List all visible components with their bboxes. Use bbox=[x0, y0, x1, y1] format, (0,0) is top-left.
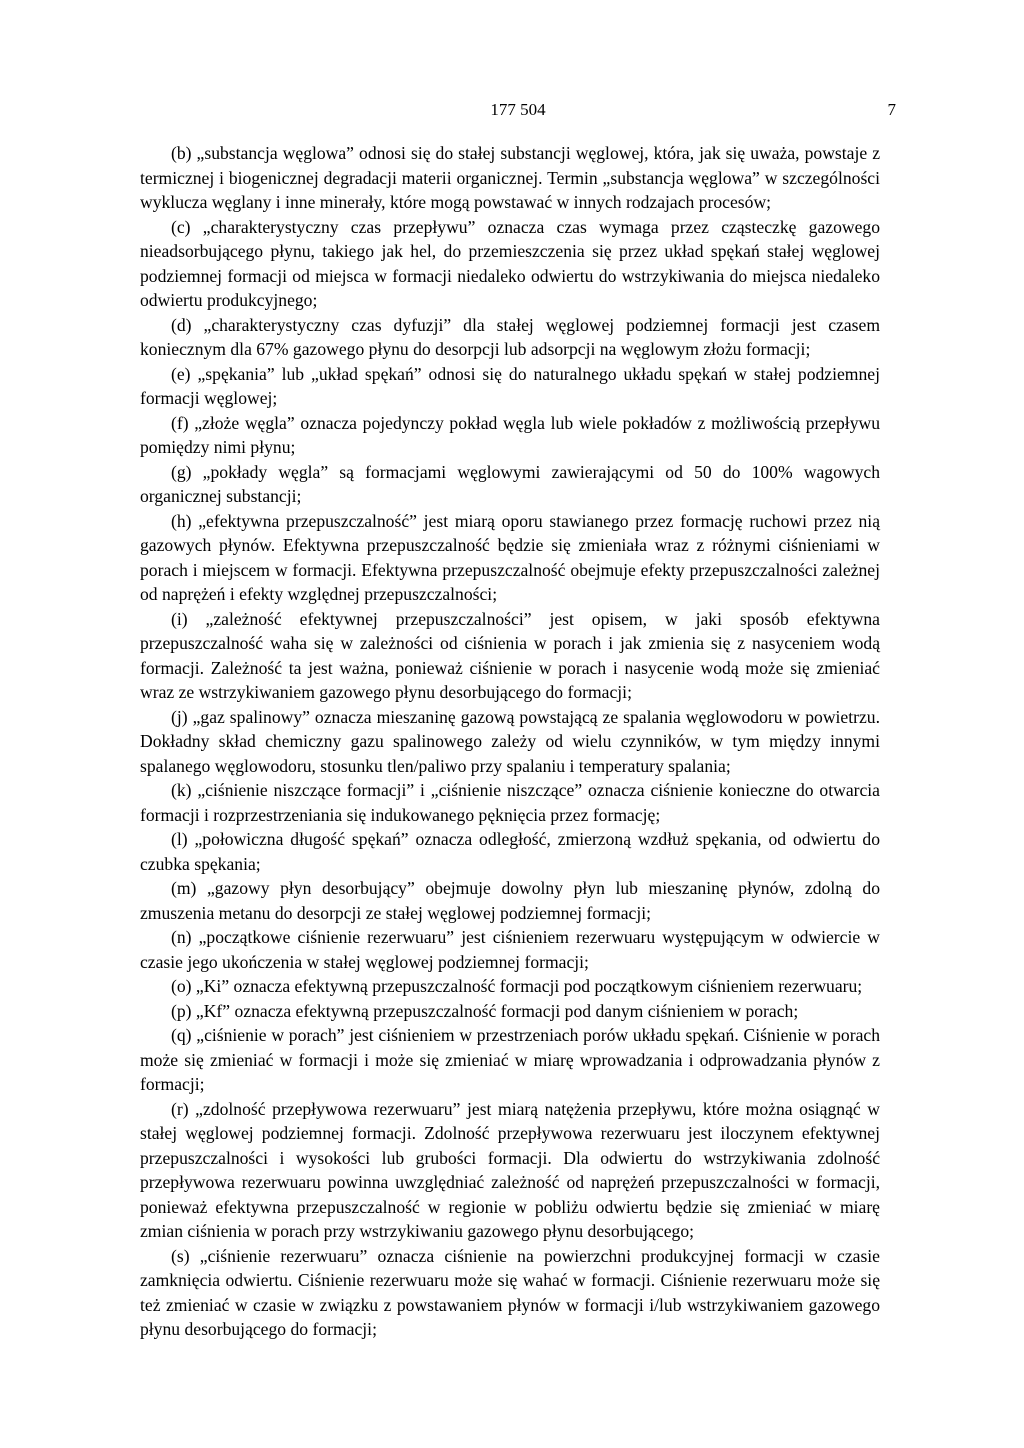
definition-p: (p) „Kf” oznacza efektywną przepuszczalność formacji pod danym ciśnieniem w porach; bbox=[171, 1000, 799, 1021]
definition-o: (o) „Ki” oznacza efektywną przepuszczalność formacji pod początkowym ciśnieniem rezerwuaru; bbox=[171, 976, 863, 996]
definition-b: (b) „substancja węglowa” odnosi się do stałej substancji węglowej, która, jak się uważa, powstaje z termicznej i biogenicznej degradacji materii organicznej. Termin „substancja węglowa” w szczególności wyklucza węglany i inne minerały, które mogą powstawać w innych rodzajach procesów; bbox=[140, 143, 880, 212]
definition-n: (n) „początkowe ciśnienie rezerwuaru” jest ciśnieniem rezerwuaru występującym w odwiercie w czasie jego ukończenia w stałej węglowej podziemnej formacji; bbox=[140, 927, 880, 972]
definition-r: (r) „zdolność przepływowa rezerwuaru” jest miarą natężenia przepływu, które można osiągnąć w stałej węglowej podziemnej formacji. Zdolność przepływowa rezerwuaru jest iloczynem efektywnej przepuszczalności i wysokości lub grubości formacji. Dla odwiertu do wstrzykiwania zdolność przepływowa rezerwuaru powinna uwzględniać zależność od naprężeń przepuszczalności w formacji, ponieważ efektywna przepuszczalność w regionie w pobliżu odwiertu będzie się zmieniać w miarę zmian ciśnienia w porach przy wstrzykiwaniu gazowego płynu desorbującego; bbox=[140, 1098, 880, 1241]
page-number: 7 bbox=[887, 100, 896, 119]
definition-k: (k) „ciśnienie niszczące formacji” i „ciśnienie niszczące” oznacza ciśnienie konieczne do otwarcia formacji i rozprzestrzeniania się indukowanego pęknięcia przez formację; bbox=[140, 780, 880, 825]
definition-d: (d) „charakterystyczny czas dyfuzji” dla stałej węglowej podziemnej formacji jest czasem koniecznym dla 67% gazowego płynu do desorpcji lub adsorpcji na węglowym złożu formacji; bbox=[140, 314, 880, 359]
definition-s: (s) „ciśnienie rezerwuaru” oznacza ciśnienie na powierzchni produkcyjnej formacji w czasie zamknięcia odwiertu. Ciśnienie rezerwuaru może się wahać w formacji. Ciśnienie rezerwuaru może się też zmieniać w czasie w związku z powstawaniem płynów w formacji i/lub wstrzykiwaniem gazowego płynu desorbującego do formacji; bbox=[140, 1245, 880, 1339]
definition-g: (g) „pokłady węgla” są formacjami węglowymi zawierającymi od 50 do 100% wagowych organicznej substancji; bbox=[140, 461, 880, 506]
document-body bbox=[140, 141, 880, 1342]
definition-i: (i) „zależność efektywnej przepuszczalności” jest opisem, w jaki sposób efektywna przepuszczalność waha się w zależności od ciśnienia w porach i jak zmienia się z nasyceniem wodą formacji. Zależność ta jest ważna, ponieważ ciśnienie w porach i nasycenie wodą może się zmieniać wraz ze wstrzykiwaniem gazowego płynu desorbującego do formacji; bbox=[140, 608, 880, 702]
definition-f: (f) „złoże węgla” oznacza pojedynczy pokład węgla lub wiele pokładów z możliwością przepływu pomiędzy nimi płynu; bbox=[140, 412, 880, 457]
definition-l: (l) „połowiczna długość spękań” oznacza odległość, zmierzoną wzdłuż spękania, od odwiertu do czubka spękania; bbox=[140, 829, 880, 874]
definition-q: (q) „ciśnienie w porach” jest ciśnieniem w przestrzeniach porów układu spękań. Ciśnienie w porach może się zmieniać w formacji i może się zmieniać w miarę wprowadzania i odprowadzania płynów z formacji; bbox=[140, 1025, 880, 1094]
document-number: 177 504 bbox=[490, 100, 546, 119]
definition-c: (c) „charakterystyczny czas przepływu” oznacza czas wymaga przez cząsteczkę gazowego nieadsorbującego płynu, takiego jak hel, do przemieszczenia się przez układ spękań stałej węglowej podziemnej formacji od miejsca w formacji niedaleko odwiertu do wstrzykiwania do miejsca niedaleko odwiertu produkcyjnego; bbox=[140, 216, 880, 310]
definition-m: (m) „gazowy płyn desorbujący” obejmuje dowolny płyn lub mieszaninę płynów, zdolną do zmuszenia metanu do desorpcji ze stałej węglowej podziemnej formacji; bbox=[140, 878, 880, 923]
definition-h: (h) „efektywna przepuszczalność” jest miarą oporu stawianego przez formację ruchowi przez nią gazowych płynów. Efektywna przepuszczalność będzie się zmieniała wraz z różnymi ciśnieniami w porach i miejscem w formacji. Efektywna przepuszczalność obejmuje efekty przepuszczalności zależnej od naprężeń i efekty względnej przepuszczalności; bbox=[140, 510, 880, 604]
page-header bbox=[140, 98, 896, 122]
definition-e: (e) „spękania” lub „układ spękań” odnosi się do naturalnego układu spękań w stałej podziemnej formacji węglowej; bbox=[140, 363, 880, 408]
definition-j: (j) „gaz spalinowy” oznacza mieszaninę gazową powstającą ze spalania węglowodoru w powietrzu. Dokładny skład chemiczny gazu spalinowego zależy od wielu czynników, w tym między innymi spalanego węglowodoru, stosunku tlen/paliwo przy spalaniu i temperatury spalania; bbox=[140, 706, 880, 776]
